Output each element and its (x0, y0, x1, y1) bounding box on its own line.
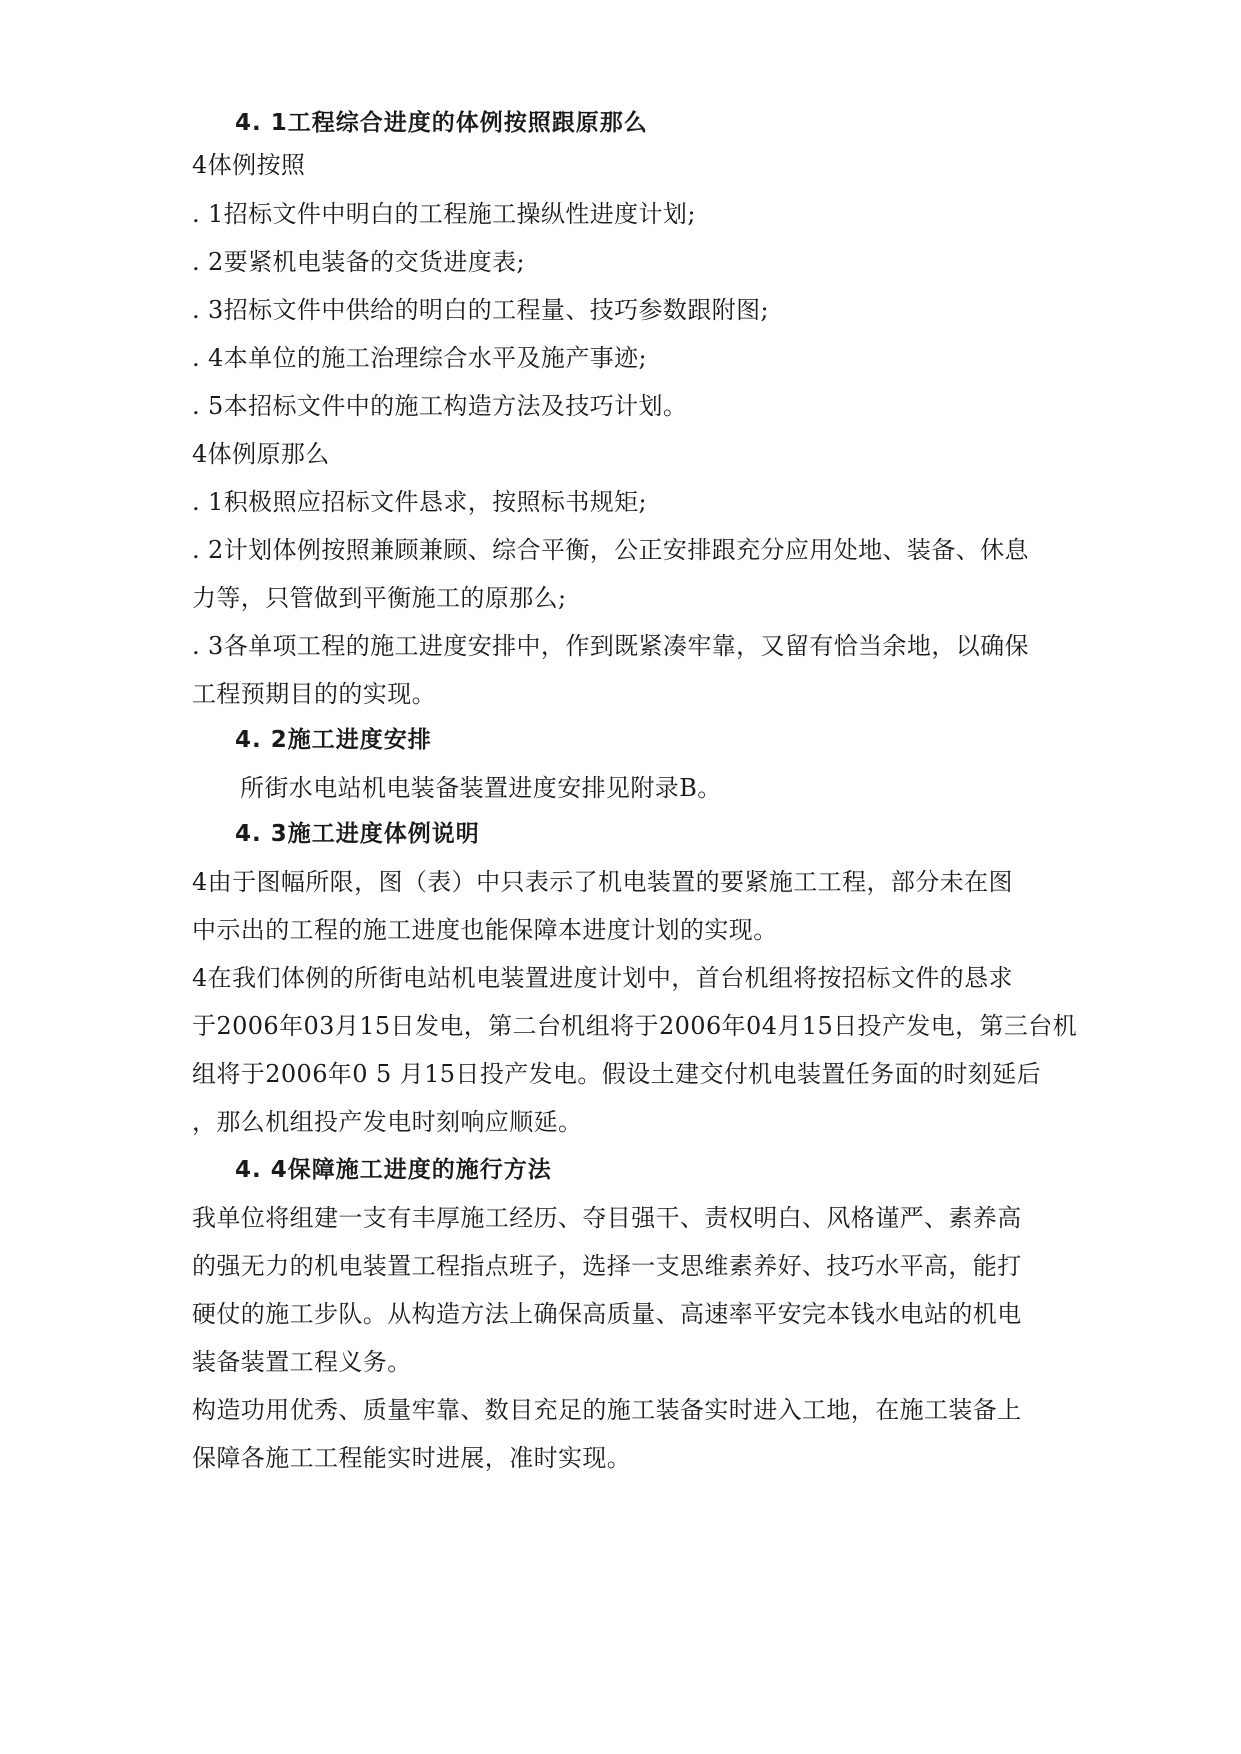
heading-4-1: 4. 1工程综合进度的体例按照跟原那么 (235, 110, 648, 136)
principle-line-4: . 3各单项工程的施工进度安排中，作到既紧凑牢靠，又留有恰当余地，以确保 (192, 632, 1029, 660)
principle-line-1: . 1积极照应招标文件恳求，按照标书规矩; (192, 488, 648, 516)
heading-4-2: 4. 2施工进度安排 (235, 727, 432, 753)
heading-4-3: 4. 3施工进度体例说明 (235, 821, 480, 847)
principle-title: 4体例原那么 (192, 440, 330, 468)
measures-line-1: 我单位将组建一支有丰厚施工经历、夺目强干、责权明白、风格谨严、素养高 (192, 1204, 1022, 1232)
explain-line-3: 4在我们体例的所街电站机电装置进度计划中，首台机组将按招标文件的恳求 (192, 964, 1013, 992)
explain-line-6: ，那么机组投产发电时刻响应顺延。 (192, 1108, 583, 1136)
explain-line-2: 中示出的工程的施工进度也能保障本进度计划的实现。 (192, 916, 778, 944)
heading-4-4: 4. 4保障施工进度的施行方法 (235, 1157, 552, 1183)
measures-line-2: 的强无力的机电装置工程指点班子，选择一支思维素养好、技巧水平高，能打 (192, 1252, 1022, 1280)
basis-item-1: . 1招标文件中明白的工程施工操纵性进度计划; (192, 200, 696, 228)
explain-line-5: 组将于2006年0 5 月15日投产发电。假设土建交付机电装置任务面的时刻延后 (192, 1060, 1042, 1088)
explain-line-1: 4由于图幅所限，图（表）中只表示了机电装置的要紧施工工程，部分未在图 (192, 868, 1013, 896)
schedule-text: 所街水电站机电装备装置进度安排见附录B。 (240, 774, 722, 802)
basis-title: 4体例按照 (192, 151, 306, 179)
measures-line-4: 装备装置工程义务。 (192, 1348, 412, 1376)
measures-line-3: 硬仗的施工步队。从构造方法上确保高质量、高速率平安完本钱水电站的机电 (192, 1300, 1022, 1328)
basis-item-5: . 5本招标文件中的施工构造方法及技巧计划。 (192, 392, 688, 420)
basis-item-3: . 3招标文件中供给的明白的工程量、技巧参数跟附图; (192, 296, 770, 324)
principle-line-2: . 2计划体例按照兼顾兼顾、综合平衡，公正安排跟充分应用处地、装备、休息 (192, 536, 1029, 564)
principle-line-3: 力等，只管做到平衡施工的原那么; (192, 584, 567, 612)
basis-item-2: . 2要紧机电装备的交货进度表; (192, 248, 526, 276)
measures-line-6: 保障各施工工程能实时进展，准时实现。 (192, 1444, 632, 1472)
measures-line-5: 构造功用优秀、质量牢靠、数目充足的施工装备实时进入工地，在施工装备上 (192, 1396, 1022, 1424)
principle-line-5: 工程预期目的的实现。 (192, 680, 436, 708)
explain-line-4: 于2006年03月15日发电，第二台机组将于2006年04月15日投产发电，第三台机 (192, 1012, 1078, 1040)
basis-item-4: . 4本单位的施工治理综合水平及施产事迹; (192, 344, 648, 372)
